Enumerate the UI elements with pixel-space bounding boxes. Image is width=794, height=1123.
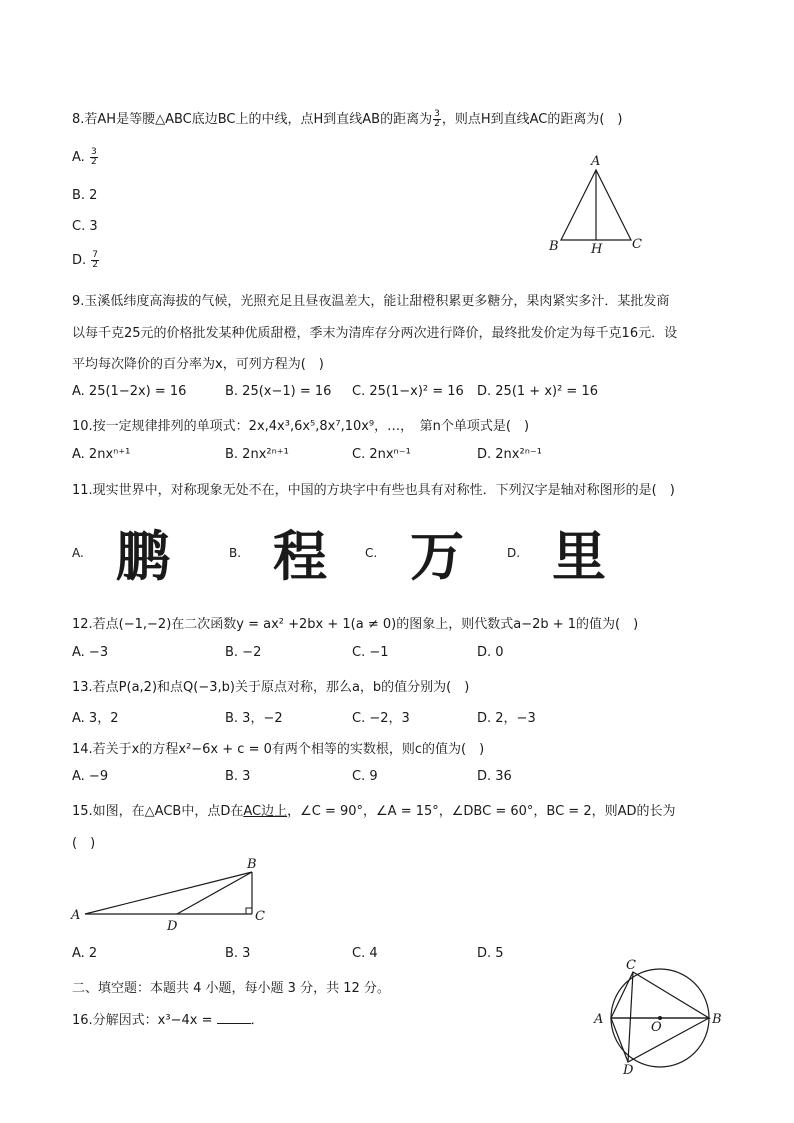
- q15-label-a: A: [71, 908, 81, 923]
- q8-stem-part1: 8.若AH是等腰△ABC底边BC上的中线，点H到直线AB的距离为: [72, 112, 433, 127]
- q15-stem: 15.如图，在△ACB中，点D在AC边上，∠C = 90°，∠A = 15°，∠DBC = 60°，BC = 2，则AD的长为: [72, 804, 676, 819]
- q8-label-c: C: [632, 237, 642, 252]
- q13-option-d: D. 2，−3: [477, 711, 536, 726]
- q8-option-a: A. $\frac{3}{2}$: [72, 147, 97, 167]
- q15-underlined: AC边上: [243, 804, 288, 819]
- q8-option-d: D. $\frac{7}{2}$: [72, 250, 99, 270]
- q16-label-o: O: [651, 1020, 662, 1035]
- q16-circle-figure: [588, 955, 733, 1080]
- q8-label-b: B: [549, 239, 559, 254]
- q15-line2: ( ): [72, 836, 96, 851]
- q8-stem: [72, 108, 623, 129]
- q11-char-b: 程: [273, 525, 327, 588]
- q11-char-d: 里: [552, 525, 606, 588]
- section-title: 二、填空题：本题共 4 小题，每小题 3 分，共 12 分。: [72, 981, 390, 996]
- q16-label-a: A: [594, 1012, 604, 1027]
- q11-label-a: A.: [72, 546, 84, 560]
- q11-stem: 11.现实世界中，对称现象无处不在，中国的方块字中有些也具有对称性．下列汉字是轴对称图形的是( ): [72, 483, 675, 498]
- q13-option-a: A. 3，2: [72, 711, 119, 726]
- q14-option-c: C. 9: [352, 769, 378, 784]
- q9-option-c: C. 25(1−x)² = 16: [352, 384, 464, 399]
- q11-label-c: C.: [365, 546, 378, 560]
- q9-option-a: A. 25(1−2x) = 16: [72, 384, 187, 399]
- q8-label-h: H: [591, 242, 603, 257]
- q14-stem: 14.若关于x的方程x²−6x + c = 0有两个相等的实数根，则c的值为( ): [72, 742, 485, 757]
- q9-line1: 9.玉溪低纬度高海拔的气候，光照充足且昼夜温差大，能让甜橙积累更多糖分，果肉紧实多汁．某批发商: [72, 294, 670, 309]
- q11-label-b: B.: [229, 546, 242, 560]
- q10-stem: 10.按一定规律排列的单项式：2x,4x³,6x⁵,8x⁷,10x⁹，…， 第n个单项式是( ): [72, 419, 530, 434]
- q15-label-c: C: [255, 909, 265, 924]
- q12-option-a: A. −3: [72, 645, 109, 660]
- q10-option-c: C. 2nxⁿ⁻¹: [352, 447, 411, 462]
- q11-char-c: 万: [410, 525, 464, 588]
- q8-fraction: $\frac{3}{2}$: [434, 109, 440, 129]
- q16-stem: 16.分解因式：x³−4x = ．: [72, 1013, 264, 1028]
- q11-char-a: 鹏: [116, 525, 170, 588]
- q10-option-a: A. 2nxⁿ⁺¹: [72, 447, 131, 462]
- q8-option-c: C. 3: [72, 219, 98, 234]
- q14-option-d: D. 36: [477, 769, 512, 784]
- q15-option-d: D. 5: [477, 946, 504, 961]
- q16-label-d: D: [623, 1063, 634, 1078]
- q16-label-c: C: [626, 958, 636, 973]
- q9-line2: 以每千克25元的价格批发某种优质甜橙，季末为清库存分两次进行降价，最终批发价定为每千克16元．设: [72, 326, 678, 341]
- q9-line3: 平均每次降价的百分率为x，可列方程为( ): [72, 357, 324, 372]
- q10-option-d: D. 2nx²ⁿ⁻¹: [477, 447, 542, 462]
- q13-stem: 13.若点P(a,2)和点Q(−3,b)关于原点对称，那么a，b的值分别为( ): [72, 680, 470, 695]
- q12-stem: 12.若点(−1,−2)在二次函数y = ax² +2bx + 1(a ≠ 0)的图象上，则代数式a−2b + 1的值为( ): [72, 617, 639, 632]
- q15-triangle-figure: [60, 852, 280, 937]
- q13-option-c: C. −2，3: [352, 711, 410, 726]
- q13-option-b: B. 3，−2: [225, 711, 283, 726]
- q9-option-b: B. 25(x−1) = 16: [225, 384, 332, 399]
- q15-option-b: B. 3: [225, 946, 251, 961]
- q12-option-d: D. 0: [477, 645, 504, 660]
- q12-option-c: C. −1: [352, 645, 389, 660]
- q14-option-a: A. −9: [72, 769, 109, 784]
- q15-option-c: C. 4: [352, 946, 378, 961]
- q8-stem-part2: ，则点H到直线AC的距离为( ): [441, 112, 623, 127]
- q8-triangle-figure: [540, 150, 650, 260]
- q10-option-b: B. 2nx²ⁿ⁺¹: [225, 447, 289, 462]
- q16-label-b: B: [712, 1012, 722, 1027]
- q12-option-b: B. −2: [225, 645, 262, 660]
- q11-label-d: D.: [507, 546, 521, 560]
- q9-option-d: D. 25(1 + x)² = 16: [477, 384, 598, 399]
- q8-option-b: B. 2: [72, 188, 98, 203]
- q15-option-a: A. 2: [72, 946, 98, 961]
- q14-option-b: B. 3: [225, 769, 251, 784]
- q8-label-a: A: [591, 154, 601, 169]
- q16-answer-blank[interactable]: [217, 1023, 251, 1024]
- q15-label-b: B: [247, 857, 257, 872]
- q15-label-d: D: [167, 919, 178, 934]
